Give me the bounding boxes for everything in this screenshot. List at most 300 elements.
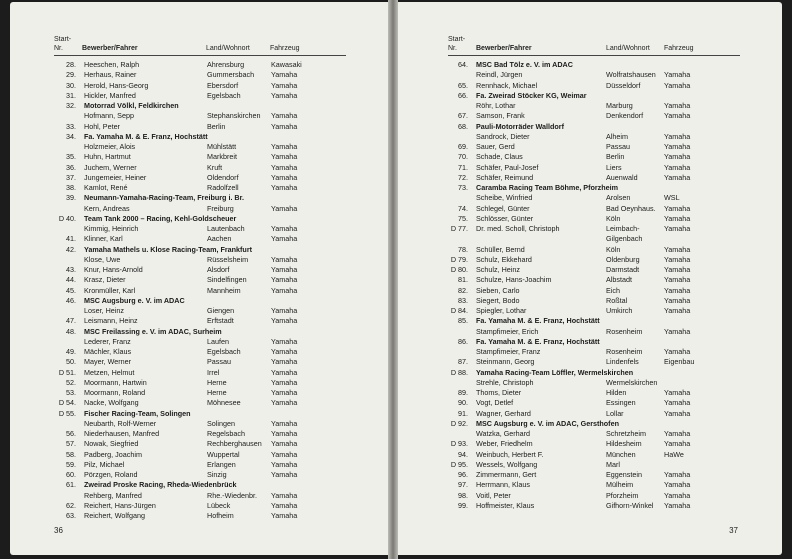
team-row — [442, 183, 762, 193]
vehicle: Yamaha — [664, 500, 691, 510]
entry-row — [50, 286, 360, 296]
vehicle: Yamaha — [271, 254, 298, 264]
entry-row — [50, 429, 360, 439]
header-nr: Nr. — [54, 44, 63, 52]
hometown: Sinzig — [207, 470, 227, 479]
entry-row — [442, 142, 762, 152]
start-number: 70. — [458, 152, 468, 162]
start-number: 66. — [458, 90, 468, 100]
vehicle: Yamaha — [664, 213, 691, 223]
hometown: Berlin — [606, 152, 625, 162]
hometown: Rosenheim — [606, 326, 643, 336]
rider-name: Pilz, Michael — [84, 459, 125, 469]
hometown: Wolfratshausen — [606, 70, 656, 80]
rider-name: Holzmeier, Alois — [84, 142, 136, 151]
team-row — [50, 480, 360, 490]
left-page — [10, 2, 388, 555]
start-number: 67. — [458, 111, 468, 121]
hometown: Ebersdorf — [207, 80, 239, 90]
vehicle: Yamaha — [271, 306, 298, 315]
hometown: Gummersbach — [207, 70, 255, 80]
hometown: Stephanskirchen — [207, 111, 261, 121]
rider-name: Schüller, Bernd — [476, 244, 525, 254]
vehicle: Yamaha — [271, 183, 298, 192]
rider-name: Leismann, Heinz — [84, 316, 138, 326]
entry-row — [50, 142, 360, 152]
entry-row — [442, 214, 762, 224]
rider-name: Sieben, Carlo — [476, 285, 520, 295]
start-number: 53. — [66, 388, 76, 397]
team-row — [442, 419, 762, 429]
vehicle: Yamaha — [664, 80, 691, 90]
rider-name: Padberg, Joachim — [84, 449, 142, 459]
entry-row — [442, 275, 762, 285]
entry-row — [50, 60, 360, 70]
start-number: 83. — [458, 295, 468, 305]
entry-row — [50, 306, 360, 316]
hometown: Rechberghausen — [207, 439, 262, 449]
entry-row — [442, 245, 762, 255]
entry-row — [50, 347, 360, 357]
team-row — [442, 122, 762, 132]
start-number: 75. — [458, 213, 468, 223]
start-number: 28. — [66, 60, 76, 69]
vehicle: Yamaha — [664, 203, 691, 213]
rider-name: Kern, Andreas — [84, 203, 130, 213]
start-number: 97. — [458, 480, 468, 490]
start-number: 78. — [458, 244, 468, 254]
start-number: 58. — [66, 449, 76, 459]
vehicle: Yamaha — [271, 234, 298, 244]
team-row — [50, 193, 360, 203]
hometown: Alsdorf — [207, 265, 230, 274]
start-number: 68. — [458, 121, 468, 131]
hometown: Giengen — [207, 306, 235, 315]
vehicle: Kawasaki — [271, 60, 302, 69]
team-name: MSC Bad Tölz e. V. im ADAC — [476, 60, 573, 69]
entry-row — [50, 255, 360, 265]
hometown: Berlin — [207, 121, 226, 131]
start-number: 50. — [66, 357, 76, 367]
rider-name: Juchem, Werner — [84, 162, 137, 172]
entry-row — [442, 480, 762, 490]
hometown: Solingen — [207, 418, 235, 428]
team-row — [442, 368, 762, 378]
rider-name: Sandrock, Dieter — [476, 131, 530, 141]
hometown: Hildesheim — [606, 439, 642, 449]
start-number: D 93. — [450, 439, 468, 449]
start-number: D 84. — [450, 306, 468, 315]
hometown: Eggenstein — [606, 470, 642, 479]
hometown: Herne — [207, 388, 227, 397]
vehicle: Yamaha — [271, 439, 298, 449]
team-name: MSC Freilassing e. V. im ADAC, Surheim — [84, 326, 222, 336]
rider-name: Nowak, Siegfried — [84, 439, 139, 449]
hometown: Erlangen — [207, 459, 236, 469]
entry-row — [442, 306, 762, 316]
start-number: D 79. — [450, 254, 468, 264]
hometown: Albstadt — [606, 275, 632, 285]
start-number: 32. — [66, 101, 76, 110]
vehicle: Yamaha — [271, 511, 298, 520]
rider-name: Reichert, Hans-Jürgen — [84, 500, 156, 510]
start-number: 90. — [458, 398, 468, 408]
rider-name: Kamlot, René — [84, 183, 128, 192]
start-number: 91. — [458, 408, 468, 418]
hometown: Auenwald — [606, 172, 638, 182]
start-number: D 80. — [450, 265, 468, 274]
vehicle: Yamaha — [271, 429, 298, 438]
start-number: 48. — [66, 326, 76, 336]
entry-row — [442, 286, 762, 296]
start-number: D 88. — [450, 367, 468, 377]
header-fahrzeug: Fahrzeug — [664, 44, 694, 52]
rider-name: Hofmann, Sepp — [84, 111, 134, 121]
vehicle: Yamaha — [271, 347, 298, 356]
start-number: 37. — [66, 172, 76, 182]
hometown: Egelsbach — [207, 347, 241, 356]
entry-row — [50, 470, 360, 480]
header-nr: Nr. — [448, 44, 457, 52]
hometown: Möhnesee — [207, 398, 241, 408]
vehicle: Yamaha — [664, 275, 691, 285]
hometown: Denkendorf — [606, 111, 644, 121]
team-row — [50, 101, 360, 111]
vehicle: Yamaha — [271, 285, 298, 295]
hometown: Darmstadt — [606, 265, 640, 274]
vehicle: Yamaha — [664, 398, 691, 408]
vehicle: Yamaha — [664, 131, 691, 141]
rider-name: Schlegel, Günter — [476, 203, 530, 213]
entry-row — [50, 491, 360, 501]
hometown: Umkirch — [606, 306, 633, 315]
vehicle: Yamaha — [271, 490, 298, 500]
hometown: Pforzheim — [606, 490, 639, 500]
vehicle: Yamaha — [271, 377, 298, 387]
rider-name: Jungemeier, Heiner — [84, 172, 147, 182]
vehicle: Yamaha — [271, 470, 298, 479]
start-number: 98. — [458, 490, 468, 500]
hometown: Mühlstätt — [207, 142, 237, 151]
rider-name: Wagner, Gerhard — [476, 408, 531, 418]
rider-name: Reindl, Jürgen — [476, 70, 523, 80]
rider-name: Schäfer, Reimund — [476, 172, 534, 182]
entry-row — [50, 275, 360, 285]
entry-row — [50, 419, 360, 429]
rider-name: Lederer, Franz — [84, 336, 131, 346]
hometown: Irrel — [207, 367, 220, 377]
start-number: D 95. — [450, 459, 468, 469]
hometown: Radolfzell — [207, 183, 239, 192]
rider-name: Rennhack, Michael — [476, 80, 538, 90]
header-rule — [54, 55, 346, 56]
start-number: 36. — [66, 162, 76, 172]
rider-name: Dr. med. Scholl, Christoph — [476, 224, 560, 233]
hometown: Markbreit — [207, 152, 237, 162]
hometown: Leimbach- — [606, 224, 640, 233]
hometown: Hofheim — [207, 511, 234, 520]
entry-row — [442, 450, 762, 460]
entry-row — [442, 439, 762, 449]
start-number: D 92. — [450, 418, 468, 428]
vehicle: HaWe — [664, 449, 684, 459]
vehicle: Yamaha — [271, 500, 298, 510]
vehicle: Yamaha — [271, 316, 298, 326]
start-number: 89. — [458, 388, 468, 397]
header-fahrzeug: Fahrzeug — [270, 44, 300, 52]
start-number: 49. — [66, 347, 76, 356]
hometown: Marl — [606, 459, 620, 469]
header-rule — [448, 55, 740, 56]
entry-row — [50, 163, 360, 173]
rider-name: Siegert, Bodo — [476, 295, 520, 305]
hometown: Sindelfingen — [207, 275, 247, 285]
vehicle: Yamaha — [271, 172, 298, 182]
hometown: Schretzheim — [606, 429, 646, 438]
hometown: Gilgenbach — [606, 234, 643, 244]
header-land: Land/Wohnort — [206, 44, 250, 52]
hometown: Oldendorf — [207, 172, 239, 182]
vehicle: Yamaha — [664, 285, 691, 295]
rider-name: Loser, Heinz — [84, 306, 124, 315]
start-number: 35. — [66, 152, 76, 162]
entry-row — [50, 122, 360, 132]
team-name: Zweirad Proske Racing, Rheda-Wiedenbrück — [84, 480, 237, 490]
start-number: 56. — [66, 429, 76, 438]
vehicle: Yamaha — [664, 295, 691, 305]
start-number: 82. — [458, 285, 468, 295]
hometown: Kruft — [207, 162, 223, 172]
vehicle: Yamaha — [664, 429, 691, 438]
hometown: Mülheim — [606, 480, 634, 490]
hometown: Liers — [606, 162, 622, 172]
start-number: 99. — [458, 500, 468, 510]
rider-name: Watzka, Gerhard — [476, 429, 531, 438]
entry-row — [50, 388, 360, 398]
hometown: Eich — [606, 285, 620, 295]
start-number: 63. — [66, 511, 76, 520]
team-row — [50, 296, 360, 306]
hometown: Lollar — [606, 408, 624, 418]
hometown: Rosenheim — [606, 347, 643, 356]
vehicle: Yamaha — [271, 203, 298, 213]
team-name: Fa. Zweirad Stöcker KG, Weimar — [476, 90, 587, 100]
entry-row — [50, 81, 360, 91]
hometown: Wermelskirchen — [606, 377, 658, 387]
header-start: Start- — [448, 36, 466, 43]
vehicle: Yamaha — [664, 470, 691, 479]
team-name: Yamaha Racing-Team Löffler, Wermelskirchen — [476, 367, 634, 377]
start-number: 34. — [66, 131, 76, 141]
start-number: 43. — [66, 265, 76, 274]
entry-row — [50, 234, 360, 244]
start-number: 44. — [66, 275, 76, 285]
entry-row — [50, 398, 360, 408]
vehicle: Yamaha — [664, 142, 691, 151]
vehicle: Yamaha — [271, 265, 298, 274]
entry-row — [50, 152, 360, 162]
header-land: Land/Wohnort — [606, 44, 650, 52]
page-number: 37 — [729, 526, 738, 535]
start-number: 74. — [458, 203, 468, 213]
vehicle: Yamaha — [271, 142, 298, 151]
vehicle: Yamaha — [271, 90, 298, 100]
start-number: 94. — [458, 449, 468, 459]
team-name: MSC Augsburg e. V. im ADAC — [84, 295, 185, 305]
entry-row — [442, 501, 762, 511]
rider-name: Hoffmeister, Klaus — [476, 500, 535, 510]
start-number: 47. — [66, 316, 76, 326]
team-name: Fischer Racing-Team, Solingen — [84, 408, 191, 418]
start-number: 33. — [66, 121, 76, 131]
hometown: Lautenbach — [207, 224, 245, 233]
hometown: Freiburg — [207, 203, 234, 213]
team-row — [442, 60, 762, 70]
entry-row — [442, 378, 762, 388]
hometown: Hilden — [606, 388, 627, 397]
rider-name: Schlösser, Günter — [476, 213, 534, 223]
start-number: D 54. — [58, 398, 76, 408]
start-number: D 40. — [58, 213, 76, 223]
start-number: 46. — [66, 295, 76, 305]
rider-name: Pörzgen, Roland — [84, 470, 138, 479]
entry-row — [442, 101, 762, 111]
entry-row — [442, 388, 762, 398]
team-name: Yamaha Mathels u. Klose Racing-Team, Frankfurt — [84, 244, 253, 254]
rider-name: Zimmermann, Gert — [476, 470, 537, 479]
rider-name: Niederhausen, Manfred — [84, 429, 160, 438]
entry-row — [442, 398, 762, 408]
start-number: D 55. — [58, 408, 76, 418]
rider-name: Samson, Frank — [476, 111, 525, 121]
rider-name: Klinner, Karl — [84, 234, 123, 244]
team-row — [442, 316, 762, 326]
vehicle: Yamaha — [664, 70, 691, 80]
hometown: Erftstadt — [207, 316, 234, 326]
start-number: 69. — [458, 142, 468, 151]
entry-row — [442, 327, 762, 337]
start-number: 30. — [66, 80, 76, 90]
entry-row — [50, 501, 360, 511]
vehicle: Yamaha — [271, 398, 298, 408]
rider-name: Hohl, Peter — [84, 121, 120, 131]
vehicle: Yamaha — [664, 101, 691, 110]
entry-row — [50, 511, 360, 521]
start-number: 81. — [458, 275, 468, 285]
rider-name: Schade, Claus — [476, 152, 523, 162]
start-number: 59. — [66, 459, 76, 469]
start-number: 29. — [66, 70, 76, 80]
entry-row — [50, 265, 360, 275]
vehicle: Yamaha — [271, 121, 298, 131]
entry-row — [442, 111, 762, 121]
start-number: 87. — [458, 357, 468, 367]
vehicle: Yamaha — [271, 111, 298, 121]
hometown: München — [606, 449, 636, 459]
entry-row — [50, 173, 360, 183]
vehicle: Yamaha — [664, 480, 691, 490]
entry-row — [50, 460, 360, 470]
hometown: Bad Oeynhaus. — [606, 203, 656, 213]
entry-row — [50, 91, 360, 101]
hometown: Köln — [606, 213, 621, 223]
entry-row — [442, 347, 762, 357]
entry-row — [442, 163, 762, 173]
hometown: Arolsen — [606, 193, 631, 203]
hometown: Wuppertal — [207, 449, 240, 459]
start-number: 65. — [458, 80, 468, 90]
hometown: Düsseldorf — [606, 80, 641, 90]
rider-name: Moormann, Hartwin — [84, 377, 147, 387]
vehicle: Yamaha — [664, 347, 691, 356]
page-number: 36 — [54, 526, 63, 535]
hometown: Rhe.-Wiedenbr. — [207, 490, 257, 500]
rider-name: Weinbuch, Herbert F. — [476, 449, 544, 459]
start-number: D 51. — [58, 367, 76, 377]
entry-list — [50, 60, 360, 521]
rider-name: Hickler, Manfred — [84, 90, 136, 100]
hometown: Lindenfels — [606, 357, 639, 367]
vehicle: Yamaha — [271, 357, 298, 367]
team-name: Caramba Racing Team Böhme, Pforzheim — [476, 183, 619, 192]
rider-name: Nacke, Wolfgang — [84, 398, 139, 408]
entry-row — [50, 378, 360, 388]
hometown: Laufen — [207, 336, 229, 346]
entry-row — [50, 70, 360, 80]
rider-name: Metzen, Helmut — [84, 367, 135, 377]
entry-row — [442, 234, 762, 244]
entry-row — [50, 368, 360, 378]
rider-name: Kronmüller, Karl — [84, 285, 136, 295]
vehicle: Yamaha — [664, 408, 691, 418]
entry-row — [50, 439, 360, 449]
rider-name: Klose, Uwe — [84, 254, 121, 264]
team-row — [50, 409, 360, 419]
start-number: 42. — [66, 244, 76, 254]
vehicle: Yamaha — [271, 336, 298, 346]
rider-name: Krasz, Dieter — [84, 275, 126, 285]
header-name: Bewerber/Fahrer — [82, 44, 138, 52]
rider-name: Stampfimeier, Erich — [476, 326, 539, 336]
vehicle: Yamaha — [271, 224, 298, 233]
rider-name: Sauer, Gerd — [476, 142, 515, 151]
team-name: Fa. Yamaha M. & E. Franz, Hochstätt — [476, 316, 600, 326]
entry-row — [442, 152, 762, 162]
entry-row — [442, 429, 762, 439]
entry-row — [442, 193, 762, 203]
vehicle: Yamaha — [664, 162, 691, 172]
hometown: Köln — [606, 244, 621, 254]
team-name: Neumann-Yamaha-Racing-Team, Freiburg i. Br. — [84, 193, 245, 203]
vehicle: Yamaha — [664, 306, 691, 315]
hometown: Oldenburg — [606, 254, 640, 264]
entry-list — [442, 60, 762, 511]
start-number: D 77. — [450, 224, 468, 233]
entry-row — [442, 470, 762, 480]
entry-row — [50, 316, 360, 326]
vehicle: Yamaha — [664, 172, 691, 182]
rider-name: Herrmann, Klaus — [476, 480, 530, 490]
team-name: Fa. Yamaha M. & E. Franz, Hochstätt — [476, 336, 600, 346]
entry-row — [442, 265, 762, 275]
start-number: 72. — [458, 172, 468, 182]
start-number: 61. — [66, 480, 76, 490]
start-number: 52. — [66, 377, 76, 387]
vehicle: Yamaha — [664, 244, 691, 254]
entry-row — [50, 357, 360, 367]
hometown: Alheim — [606, 131, 628, 141]
hometown: Essingen — [606, 398, 636, 408]
